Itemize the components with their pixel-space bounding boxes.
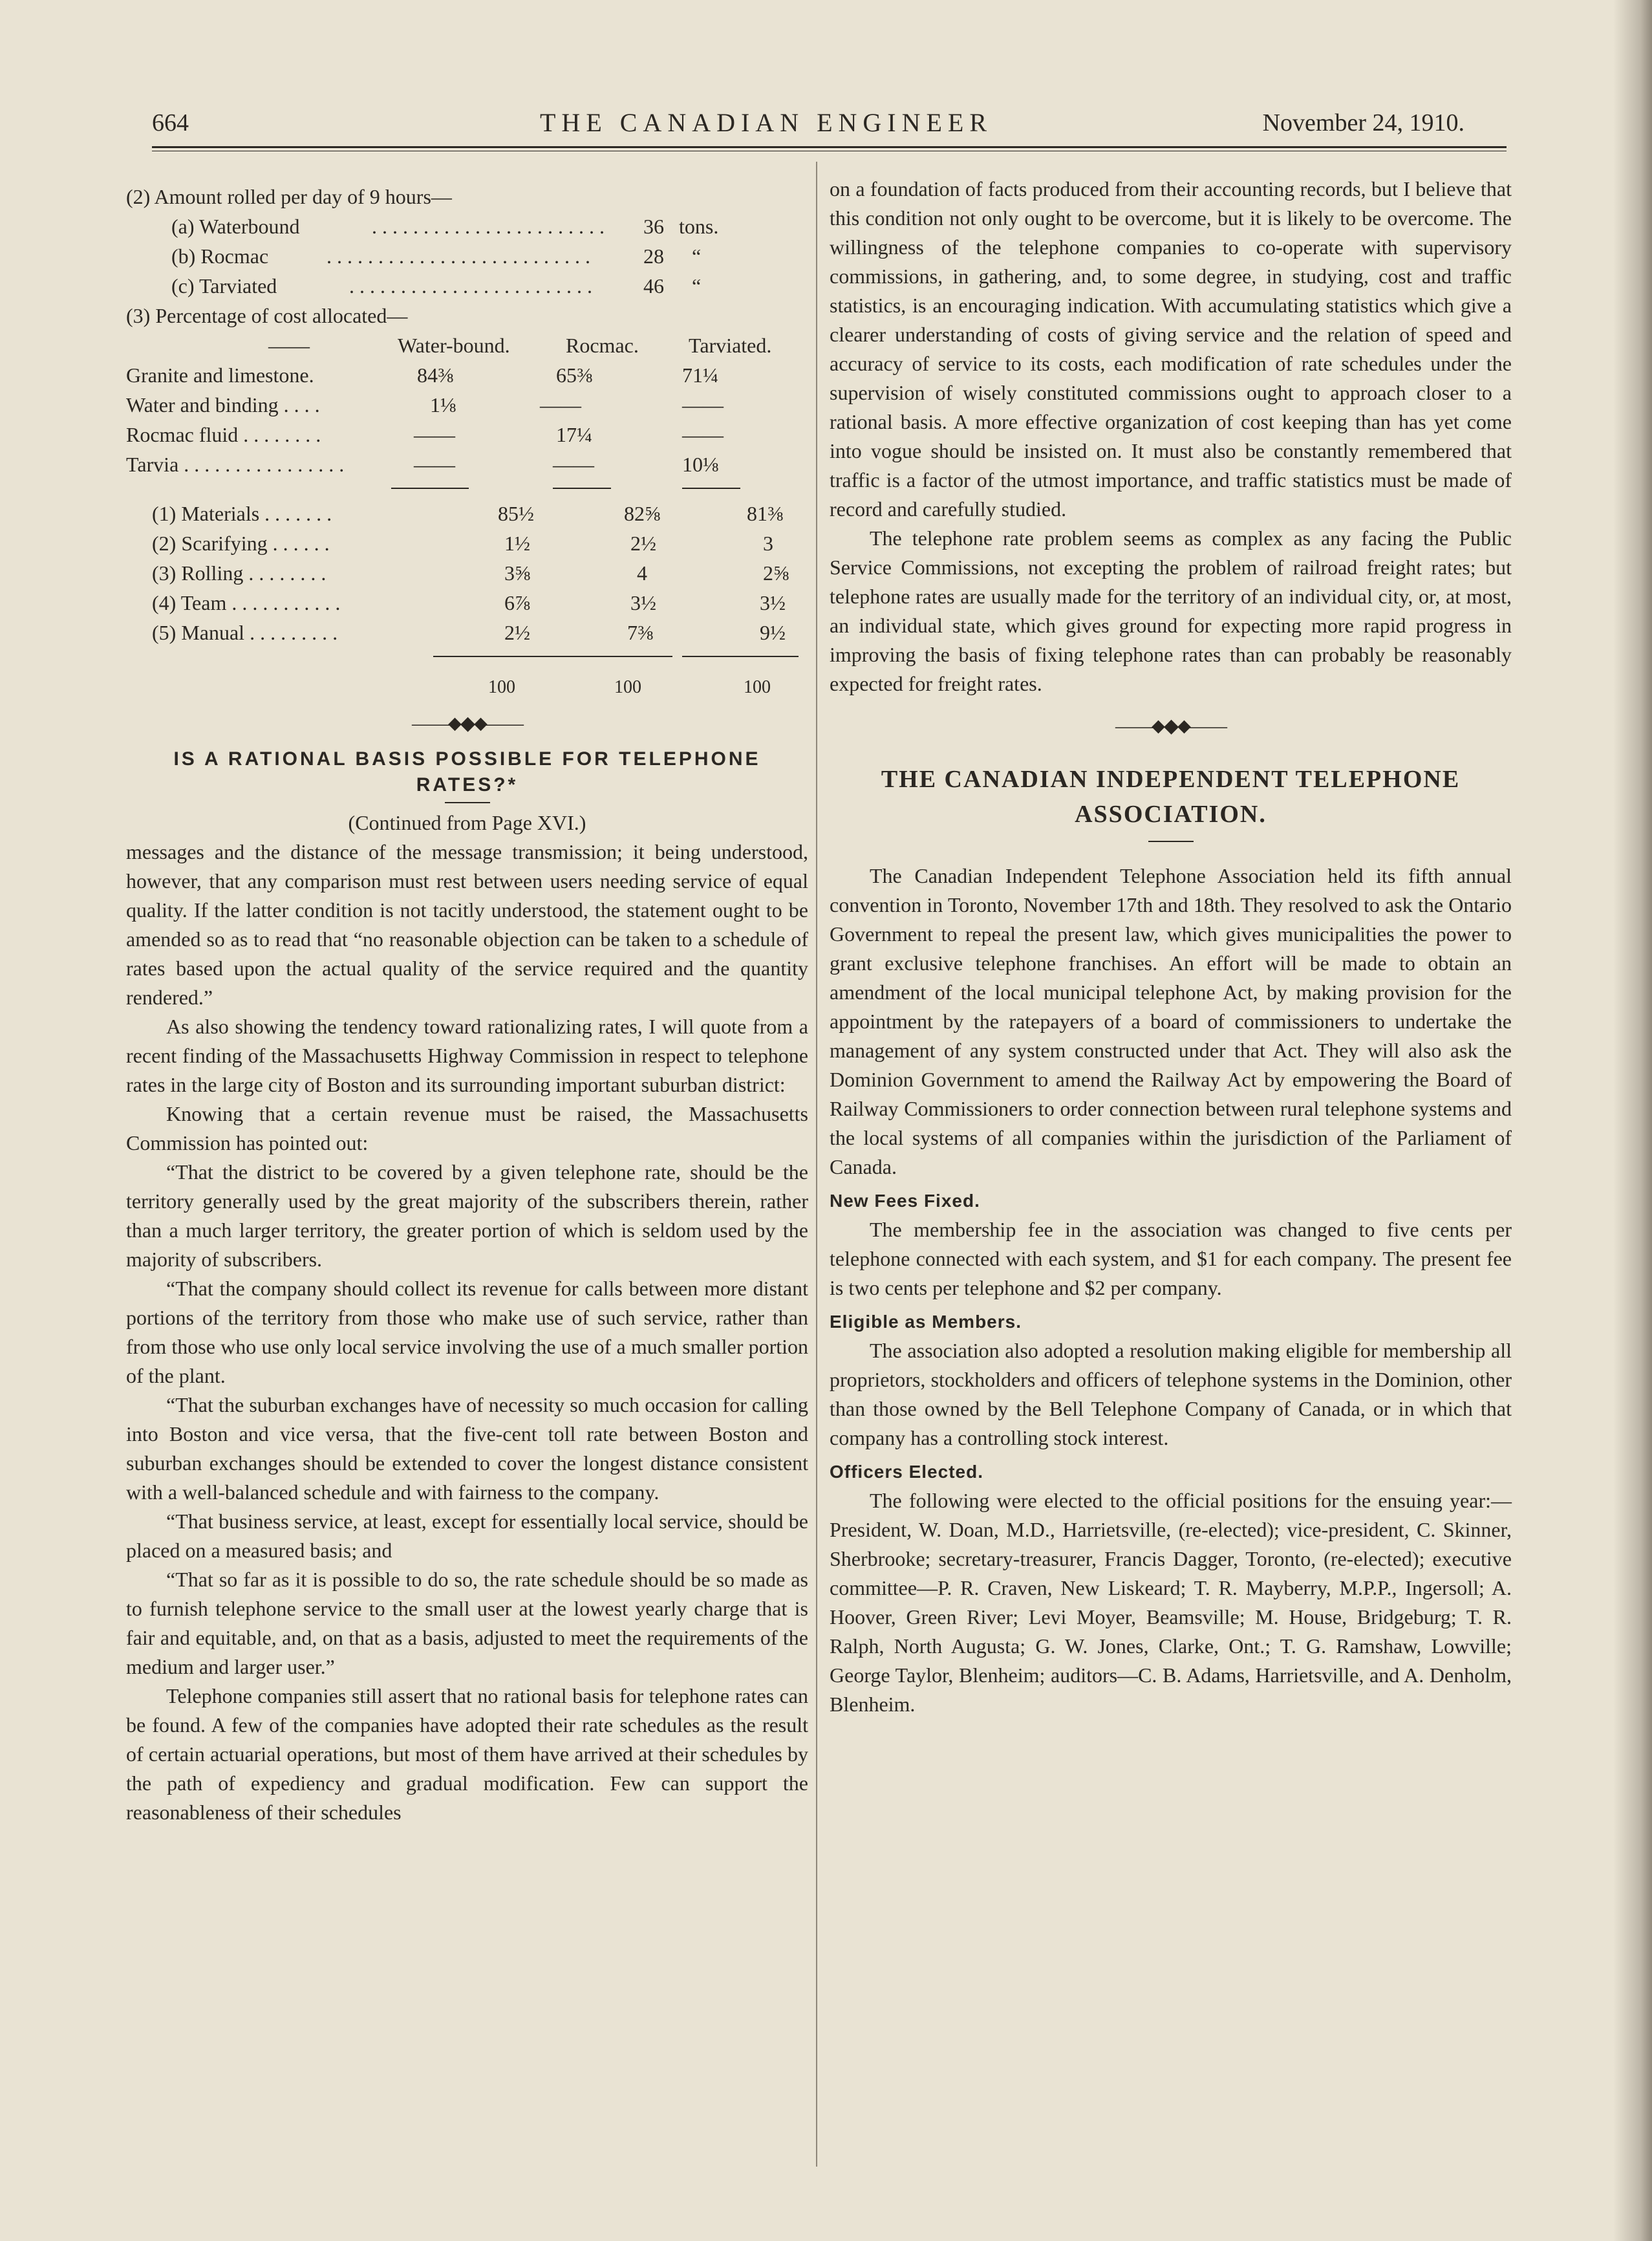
article-title: IS A RATIONAL BASIS POSSIBLE FOR TELEPHONE RATES?* [173, 748, 761, 796]
section-heading: Officers Elected. [830, 1462, 983, 1482]
quote-paragraph: “That business service, at least, except for essentially local service, should be placed on a measured basis; and [126, 1510, 808, 1562]
table-row: Granite and limestone. 84⅜ 65⅜ 71¼ [126, 363, 718, 387]
left-column [126, 182, 808, 1827]
running-header [152, 103, 1464, 142]
title-rule [445, 802, 490, 803]
section-heading: New Fees Fixed. [830, 1191, 980, 1211]
paragraph: Knowing that a certain revenue must be raised, the Massachusetts Commission has pointed out: [126, 1102, 808, 1154]
cost-table [126, 182, 808, 701]
amount-heading: (2) Amount rolled per day of 9 hours— [126, 185, 452, 208]
paragraph: The association also adopted a resolution making eligible for membership all proprietors, stockholders and officers of telephone systems in the Dominion, other than those owned by the Bell Telephone Company of Canada, or in which that company has a controlling stock interest. [830, 1339, 1512, 1449]
totals-row: 100 100 100 [488, 677, 771, 697]
table-row: Water and binding . . . . 1⅛ —— —— [126, 393, 724, 417]
table-row: Rocmac fluid . . . . . . . . —— 17¼ —— [126, 423, 724, 446]
paragraph: messages and the distance of the message transmission; it being understood, however, that any comparison must rest between users needing service of equal quality. If the latter condition is not tacitly understood, the statement ought to be amended so as to read that “no reasonable objection can be taken to a schedule of rates based upon the actual quality of the service required and the quantity rendered.” [126, 840, 808, 1009]
table-row: (5) Manual . . . . . . . . . 2½ 7⅜ 9½ [152, 621, 786, 644]
subtotal-rules [126, 480, 808, 499]
continued-note: (Continued from Page XVI.) [348, 811, 586, 834]
section-heading: Eligible as Members. [830, 1312, 1022, 1332]
issue-date: November 24, 1910. [1262, 109, 1464, 136]
paragraph: Telephone companies still assert that no rational basis for telephone rates can be found. A few of the companies have adopted their rate schedules as the result of certain actuarial operations, but most of them have arrived at their schedules by the path of expediency and gradual modification. Few can support the reasonableness of their schedules [126, 1684, 808, 1824]
column-headers: —— Water-bound. Rocmac. Tarviated. [268, 334, 772, 357]
amount-row: (a) Waterbound . . . . . . . . . . . . . . . . . . . . . . . 36 tons. [171, 215, 719, 238]
right-column [830, 175, 1512, 1719]
section-ornament: ——⬥◆⬥—— [1115, 715, 1227, 737]
paragraph: The membership fee in the association was changed to five cents per telephone connected with each system, and $1 for each company. The present fee is two cents per telephone and $2 per company. [830, 1218, 1512, 1299]
table-row: Tarvia . . . . . . . . . . . . . . . . —— —— 10⅛ [126, 453, 718, 476]
title-rule [1148, 841, 1194, 842]
paragraph: The Canadian Independent Telephone Association held its fifth annual convention in Toronto, November 17th and 18th. They resolved to ask the Ontario Government to repeal the present law, which gives municipalities the power to grant exclusive telephone franchises. An effort will be made to obtain an amendment of the local municipal telephone Act, by making provision for the appointment by the ratepayers of a board of commissioners to undertake the management of any system constructed under that Act. They will also ask the Dominion Government to amend the Railway Act by empowering the Board of Railway Commissioners to order connection between rural telephone systems and the local systems of all companies within the jurisdiction of the Parliament of Canada. [830, 864, 1512, 1178]
section-ornament: ——⬥◆⬥—— [411, 713, 523, 734]
percentage-heading: (3) Percentage of cost allocated— [126, 304, 408, 327]
journal-title: THE CANADIAN ENGINEER [540, 108, 993, 137]
quote-paragraph: “That the suburban exchanges have of necessity so much occasion for calling into Boston and vice versa, that the five-cent toll rate between Boston and suburban exchanges should be extended to cover the longest distance consistent with a well-balanced schedule and with fairness to the company. [126, 1393, 808, 1504]
quote-paragraph: “That the company should collect its revenue for calls between more distant portions of the territory from those who make use of such service, rather than from those who use only local service involving the use of a much smaller portion of the plant. [126, 1277, 808, 1387]
article-title: THE CANADIAN INDEPENDENT TELEPHONE ASSOCIATION. [881, 766, 1461, 828]
table-row: (2) Scarifying . . . . . . 1½ 2½ 3 [152, 532, 773, 555]
amount-row: (b) Rocmac . . . . . . . . . . . . . . . . . . . . . . . . . . 28 “ [171, 244, 702, 268]
amount-row: (c) Tarviated . . . . . . . . . . . . . . . . . . . . . . . . 46 “ [171, 274, 702, 298]
page-edge-shadow [1613, 0, 1652, 2241]
quote-paragraph: “That the district to be covered by a given telephone rate, should be the territory generally used by the great majority of the subscribers therein, rather than a much larger territory, the greater portion of which is seldom used by the majority of subscribers. [126, 1160, 808, 1271]
table-row: (4) Team . . . . . . . . . . . 6⅞ 3½ 3½ [152, 591, 786, 614]
column-divider [816, 162, 817, 2167]
table-row: (1) Materials . . . . . . . 85½ 82⅝ 81⅜ [152, 502, 783, 525]
total-rules [126, 648, 808, 667]
header-rule [152, 146, 1507, 148]
paragraph: on a foundation of facts produced from their accounting records, but I believe that this condition not only ought to be overcome, but it is likely to be overcome. The willingness of the telephone companies to co-operate with supervisory commissions, in gathering, and, to some degree, in studying, cost and traffic statistics, is an encouraging indication. With accumulating statistics which give a clearer understanding of costs of giving service and the relation of speed and accuracy of service to its costs, each modification of rate schedules under the supervision of wisely constituted commissions ought to approach closer to a rational basis. A more effective organization of cost keeping than has yet come into vogue should be insisted on. It must also be constantly remembered that traffic is a factor of the utmost importance, and traffic statistics must be made of record and carefully studied. [830, 177, 1512, 521]
paragraph: As also showing the tendency toward rationalizing rates, I will quote from a recent finding of the Massachusetts Highway Commission in respect to telephone rates in the large city of Boston and its surrounding important suburban district: [126, 1015, 808, 1096]
paragraph: The following were elected to the official positions for the ensuing year:—President, W. Doan, M.D., Harrietsville, (re-elected); vice-president, C. Skinner, Sherbrooke; secretary-treasurer, Francis Dagger, Toronto, (re-elected); executive committee—P. R. Craven, New Liskeard; T. R. Mayberry, M.P.P., Ingersoll; A. Hoover, Green River; Levi Moyer, Beamsville; M. House, Bridgeburg; T. R. Ralph, North Augusta; G. W. Jones, Clarke, Ont.; T. G. Ramshaw, Lowville; George Taylor, Blenheim; auditors—C. B. Adams, Harrietsville, and A. Denholm, Blenheim. [830, 1489, 1512, 1716]
table-row: (3) Rolling . . . . . . . . 3⅝ 4 2⅝ [152, 561, 789, 585]
page-number: 664 [152, 109, 189, 136]
quote-paragraph: “That so far as it is possible to do so, the rate schedule should be so made as to furnish telephone service to the small user at the lowest yearly charge that is fair and equitable, and, on that as a basis, adjusted to meet the requirements of the medium and larger user.” [126, 1568, 808, 1678]
paragraph: The telephone rate problem seems as complex as any facing the Public Service Commissions, not excepting the problem of railroad freight rates; but telephone rates are usually made for the territory of an individual city, or, at most, an individual state, which gives ground for expecting more rapid progress in improving the basis of fixing telephone rates than can probably be reasonably expected for freight rates. [830, 526, 1512, 695]
